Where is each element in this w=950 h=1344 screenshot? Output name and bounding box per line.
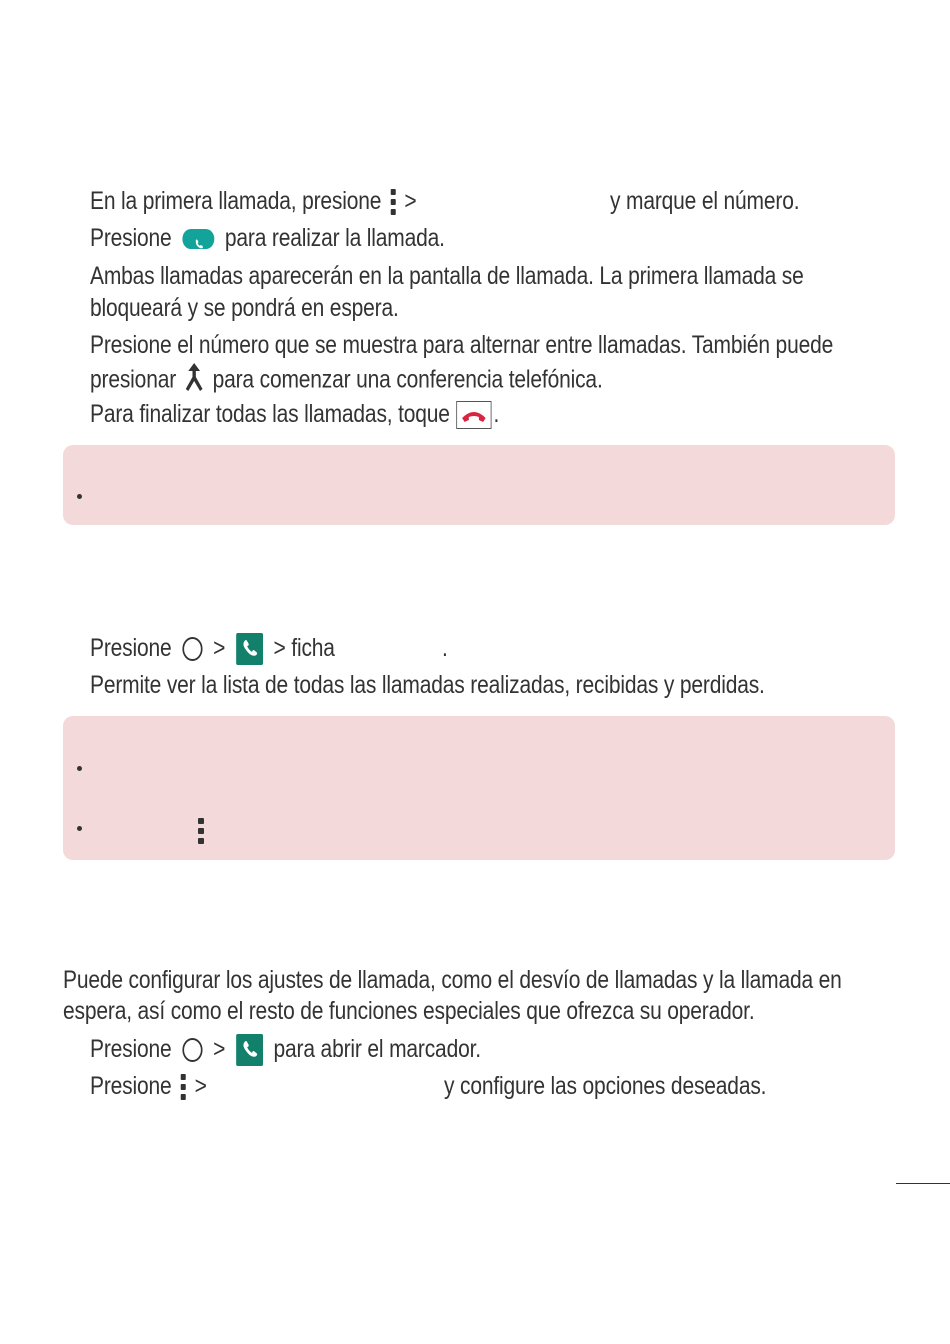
phone-app-icon [236,1034,263,1066]
s2-step1-gt2: > ficha [273,634,335,662]
home-icon [182,1038,202,1062]
note-bullet [77,766,82,771]
s3-step2-end: y configure las opciones deseadas. [444,1072,767,1100]
s3-step2-text-a: Presione [90,1072,172,1100]
s2-step1-text: Presione [90,634,172,662]
s1-step5 [90,398,499,430]
s1-step3-l2: bloqueará y se pondrá en espera. [90,294,399,322]
s3-step1-text-b: para abrir el marcador. [273,1035,481,1063]
s3-intro-l2: espera, así como el resto de funciones especiales que ofrezca su operador. [63,997,755,1025]
call-button-icon [182,229,214,249]
s1-step1-end-text: y marque el número. [610,187,800,215]
s1-step5-text-b: . [493,400,500,428]
s2-step1 [90,632,335,665]
s1-step2 [90,222,445,254]
merge-calls-icon [182,361,207,401]
s3-intro-l1: Puede configurar los ajustes de llamada, como el desvío de llamadas y la llamada en [63,966,842,994]
s2-step1-end: . [442,634,448,662]
s2-step2: Permite ver la lista de todas las llamadas realizadas, recibidas y perdidas. [90,671,765,699]
note-box-2 [63,716,895,860]
s1-step5-text-a: Para finalizar todas las llamadas, toque [90,400,450,428]
more-options-icon [181,1074,186,1100]
s1-step4-text-a: presionar [90,365,177,394]
note-box-1 [63,445,895,525]
s1-step3-l1: Ambas llamadas aparecerán en la pantalla de llamada. La primera llamada se [90,262,804,290]
s1-step1-end [610,185,799,217]
s1-step2-text-a: Presione [90,224,172,252]
s1-step4-l1: Presione el número que se muestra para alternar entre llamadas. También puede [90,331,834,359]
s1-step4-l2 [90,361,603,401]
phone-app-icon [236,633,263,665]
s2-step1-gt1: > [213,634,226,662]
s1-step4-text-b: para comenzar una conferencia telefónica. [212,365,603,394]
note-bullet [77,826,82,831]
s1-step1 [90,185,416,217]
s3-step1-gt: > [213,1035,226,1063]
more-options-icon [390,189,395,215]
s1-step1-text: En la primera llamada, presione [90,187,382,215]
more-options-icon [198,818,204,844]
s3-step1-text-a: Presione [90,1035,172,1063]
s1-step1-gt: > [404,187,417,215]
s1-step2-text-b: para realizar la llamada. [224,224,445,252]
s3-step1 [90,1033,481,1066]
s3-step2-gt: > [194,1072,207,1100]
note-bullet [77,494,82,499]
s3-step2 [90,1070,207,1102]
footer-rule [896,1183,950,1184]
home-icon [182,637,202,661]
end-call-icon [457,401,492,429]
